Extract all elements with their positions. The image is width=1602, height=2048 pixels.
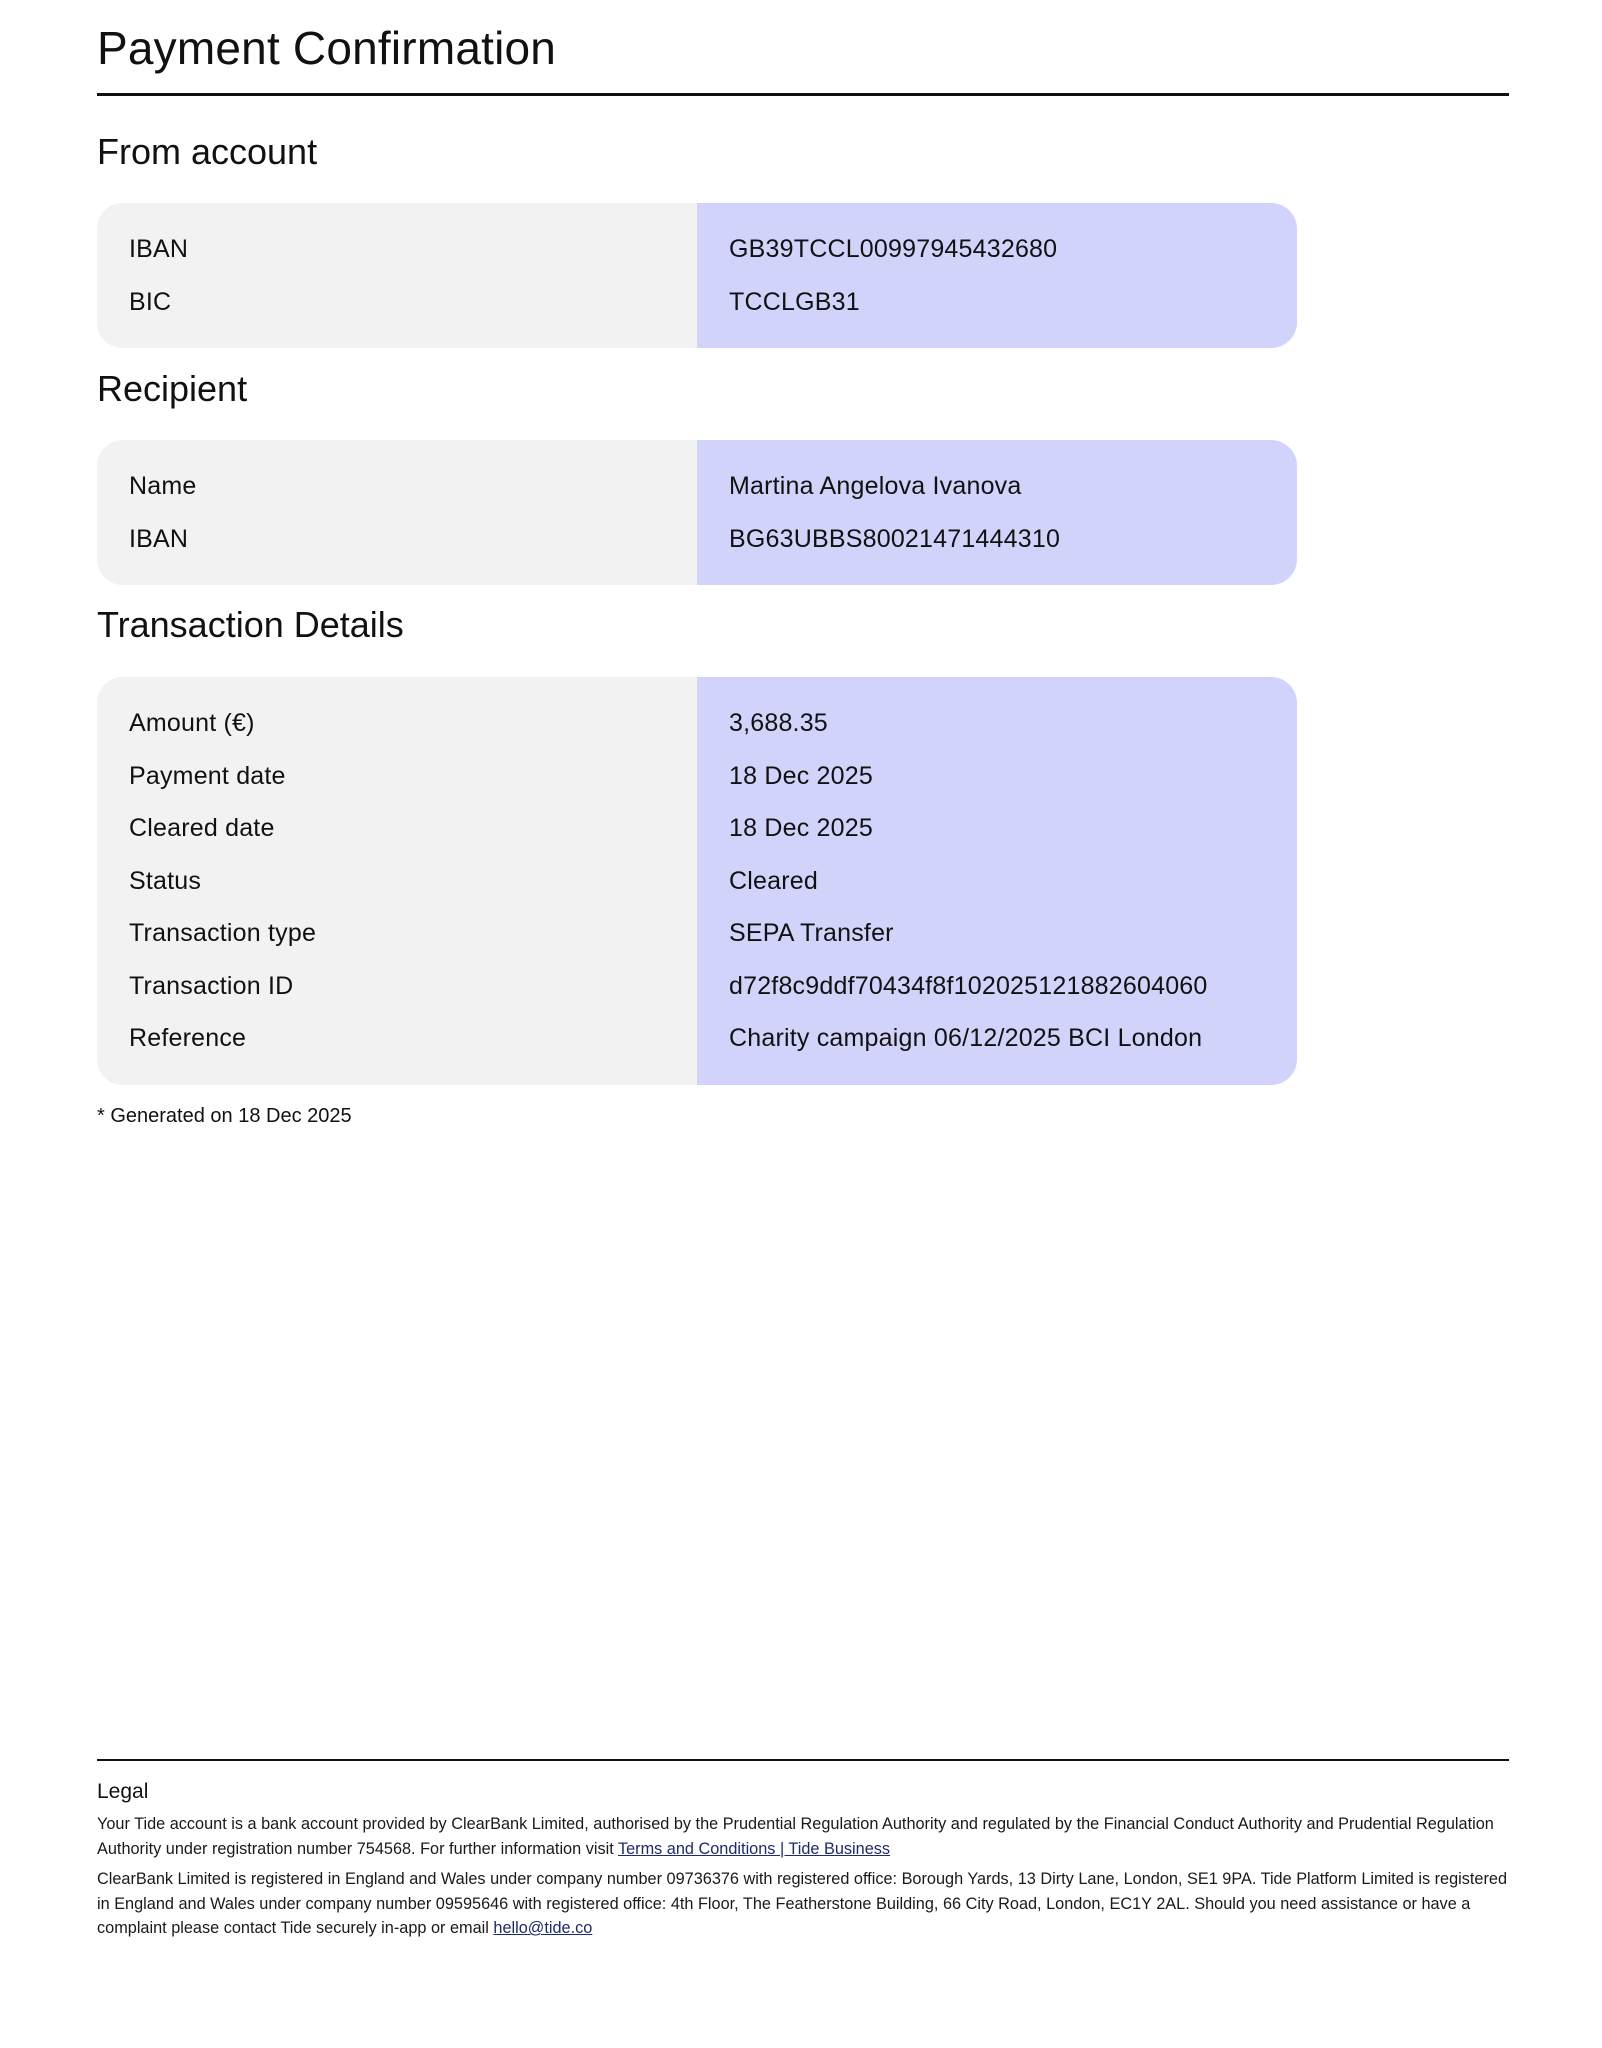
transaction-type-label: Transaction type [129,919,317,947]
from-account-labels [97,203,697,348]
legal-heading: Legal [97,1780,149,1803]
generated-footnote: * Generated on 18 Dec 2025 [97,1105,352,1127]
legal-paragraph-1-text: Your Tide account is a bank account provided by ClearBank Limited, authorised by the Prudential Regulation Authority and regulated by the Financial Conduct Authority and Prudential Regulation Authority under registration number 754568. For further information visit [97,1815,1494,1858]
title-divider [97,93,1509,96]
reference-value: Charity campaign 06/12/2025 BCI London [729,1024,1203,1052]
support-email-link[interactable]: hello@tide.co [493,1919,593,1937]
transaction-id-label: Transaction ID [129,971,294,1000]
cleared-date-label: Cleared date [129,814,275,842]
legal-paragraph-2-text: ClearBank Limited is registered in England and Wales under company number 09736376 with registered office: Borough Yards, 13 Dirty Lane, London, SE1 9PA. Tide Platform Limited is registered in England and Wales under company number 09595646 with registered office: 4th Floor, The Featherstone Building, 66 City Road, London, EC1Y 2AL. Should you need assistance or have a complaint please contact Tide securely in-app or email [97,1870,1508,1937]
payment-date-label: Payment date [129,761,286,790]
status-label: Status [129,866,202,895]
status-value: Cleared [729,866,818,895]
amount-label: Amount (€) [129,709,255,737]
amount-value: 3,688.35 [729,709,828,737]
terms-and-conditions-link[interactable]: Terms and Conditions | Tide Business [617,1839,891,1858]
recipient-name-label: Name [129,472,197,500]
recipient-card [97,440,1297,585]
payment-date-value: 18 Dec 2025 [729,761,873,790]
recipient-heading: Recipient [97,368,248,409]
page-title: Payment Confirmation [97,22,557,74]
transaction-details-heading: Transaction Details [97,604,404,645]
transaction-details-card [97,677,1297,1085]
recipient-iban-value: BG63UBBS80021471444310 [729,524,1061,553]
legal-divider [97,1759,1509,1761]
transaction-type-value: SEPA Transfer [729,919,894,947]
legal-paragraph-2 [97,1867,1509,1941]
from-account-card [97,203,1297,348]
reference-label: Reference [129,1024,247,1052]
recipient-name-value: Martina Angelova Ivanova [729,472,1022,500]
transaction-labels [97,677,697,1085]
legal-paragraph-1 [97,1812,1509,1861]
recipient-iban-label: IBAN [129,524,189,553]
from-account-values [697,203,1297,348]
transaction-id-value: d72f8c9ddf70434f8f102025121882604060 [729,971,1208,1000]
transaction-values [697,677,1297,1085]
from-account-bic-value: TCCLGB31 [729,287,860,316]
cleared-date-value: 18 Dec 2025 [729,814,873,842]
from-account-heading: From account [97,131,318,172]
from-account-iban-value: GB39TCCL00997945432680 [729,235,1058,263]
recipient-labels [97,440,697,585]
from-account-bic-label: BIC [129,287,172,316]
from-account-iban-label: IBAN [129,235,189,263]
recipient-values [697,440,1297,585]
